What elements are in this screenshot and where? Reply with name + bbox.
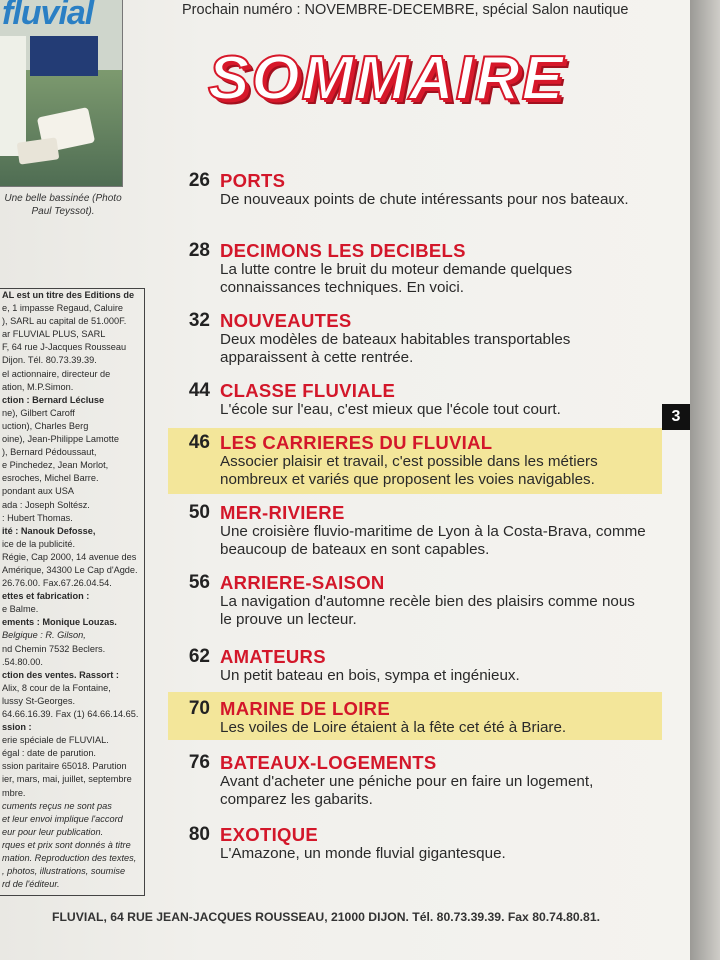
entry-title: MARINE DE LOIRE [220,698,390,719]
masthead-line: ation, M.P.Simon. [2,381,74,392]
masthead-line: .54.80.00. [2,656,43,667]
cover-logo: fluvial [2,0,94,32]
masthead-line: e Balme. [2,604,39,615]
masthead-line: AL est un titre des Editions de [2,290,135,300]
entry-description: Associer plaisir et travail, c'est possible dans les métiers nombreux et variés que proposent les voies navigables. [220,453,598,488]
masthead-line: eur pour leur publication. [2,826,104,837]
masthead-line: ), SARL au capital de 51.000F. [2,316,127,327]
masthead-line: 26.76.00. Fax.67.26.04.54. [2,578,112,589]
publisher-footer: FLUVIAL, 64 RUE JEAN-JACQUES ROUSSEAU, 21000 DIJON. Tél. 80.73.39.39. Fax 80.74.80.81. [52,910,600,924]
masthead-line: esroches, Michel Barre. [2,473,99,484]
entry-title: AMATEURS [220,646,326,667]
photo-caption: Une belle bassinée (Photo Paul Teyssot). [4,193,122,217]
masthead-line: 64.66.16.39. Fax (1) 64.66.14.65. [2,709,139,719]
masthead-line: Régie, Cap 2000, 14 avenue des [2,551,137,562]
entry-description: Une croisière fluvio-maritime de Lyon à la Costa-Brava, comme beaucoup de bateaux en sont capables. [220,523,646,558]
next-issue-line: Prochain numéro : NOVEMBRE-DECEMBRE, spécial Salon nautique [182,2,629,18]
masthead-line: el actionnaire, directeur de [2,368,111,379]
entry-description: Les voiles de Loire étaient à la fête cet été à Briare. [220,719,567,736]
entry-title: BATEAUX-LOGEMENTS [220,752,437,773]
masthead-line: Belgique : R. Gilson, [2,630,86,641]
entry-page-number: 50 [188,502,210,523]
entry-description: La navigation d'automne recèle bien des plaisirs comme nous le prouve un lecteur. [220,593,635,628]
entry-page-number: 56 [188,572,210,593]
cover-thumbnail [0,0,123,187]
masthead-line: uction), Charles Berg [2,420,89,431]
entry-page-number: 44 [188,380,210,401]
masthead-line: Dijon. Tél. 80.73.39.39. [2,355,97,366]
masthead-line: ssion paritaire 65018. Parution [2,761,127,772]
masthead-credits [0,288,145,896]
masthead-line: ements : Monique Louzas. [2,617,117,628]
masthead-line: erie spéciale de FLUVIAL. [2,735,109,746]
masthead-line: : Hubert Thomas. [2,512,73,523]
entry-description: De nouveaux points de chute intéressants pour nos bateaux. [220,191,629,208]
masthead-line: ction : Bernard Lécluse [2,394,105,405]
masthead-line: ar FLUVIAL PLUS, SARL [2,329,106,340]
page-edge-shadow [690,0,720,960]
masthead-line: ssion : [2,722,32,733]
masthead-line: pondant aux USA [2,486,75,497]
entry-description: L'école sur l'eau, c'est mieux que l'école tout court. [220,401,561,418]
entry-description: L'Amazone, un monde fluvial gigantesque. [220,845,506,862]
entry-description: Avant d'acheter une péniche pour en faire un logement, comparez les gabarits. [220,773,594,808]
masthead-line: ne), Gilbert Caroff [2,407,75,418]
masthead-line: rques et prix sont donnés à titre [2,839,131,850]
entry-title: DECIMONS LES DECIBELS [220,240,466,261]
entry-page-number: 76 [188,752,210,773]
masthead-line: ada : Joseph Soltész. [2,499,90,510]
masthead-line: ice de la publicité. [2,538,76,549]
entry-page-number: 26 [188,170,210,191]
masthead-line: cuments reçus ne sont pas [2,800,112,811]
masthead-line: nd Chemin 7532 Beclers. [2,643,106,654]
masthead-line: ettes et fabrication : [2,591,90,602]
masthead-line: oine), Jean-Philippe Lamotte [2,434,119,445]
entry-description: Deux modèles de bateaux habitables transportables apparaissent à cette rentrée. [220,331,571,366]
entry-description: La lutte contre le bruit du moteur demande quelques connaissances techniques. En voici. [220,261,573,296]
masthead-line: ier, mars, mai, juillet, septembre [2,774,132,785]
entry-title: NOUVEAUTES [220,310,352,331]
masthead-line: ction des ventes. Rassort : [2,669,119,680]
entry-page-number: 46 [188,432,210,453]
masthead-line: lussy St-Georges. [2,695,76,706]
entry-title: CLASSE FLUVIALE [220,380,396,401]
masthead-line: e, 1 impasse Regaud, Caluire [2,303,124,314]
masthead-line: Amérique, 34300 Le Cap d'Agde. [2,564,138,575]
masthead-line: mbre. [2,787,26,798]
entry-title: LES CARRIERES DU FLUVIAL [220,432,493,453]
entry-description: Un petit bateau en bois, sympa et ingénieux. [220,667,520,684]
entry-title: EXOTIQUE [220,824,318,845]
entry-page-number: 28 [188,240,210,261]
cover-sidebar [0,36,26,156]
entry-page-number: 62 [188,646,210,667]
entry-title: PORTS [220,170,286,191]
entry-title: ARRIERE-SAISON [220,572,385,593]
masthead-line: ), Bernard Pédoussaut, [2,447,97,458]
masthead-line: et leur envoi implique l'accord [2,813,123,824]
entry-title: MER-RIVIERE [220,502,345,523]
masthead-line: F, 64 rue J-Jacques Rousseau [2,342,127,353]
masthead-line: , photos, illustrations, soumise [2,866,126,877]
entry-page-number: 80 [188,824,210,845]
masthead-line: rd de l'éditeur. [2,879,60,890]
entry-page-number: 70 [188,698,210,719]
masthead-line: égal : date de parution. [2,748,96,759]
page-title: SOMMAIRE [208,44,565,113]
masthead-line: e Pinchedez, Jean Morlot, [2,460,109,471]
page-number: 3 [662,404,690,430]
entry-page-number: 32 [188,310,210,331]
masthead-line: Alix, 8 cour de la Fontaine, [2,682,111,693]
cover-banner [30,36,98,76]
masthead-line: ité : Nanouk Defosse, [2,525,96,536]
masthead-line: mation. Reproduction des textes, [2,853,137,864]
